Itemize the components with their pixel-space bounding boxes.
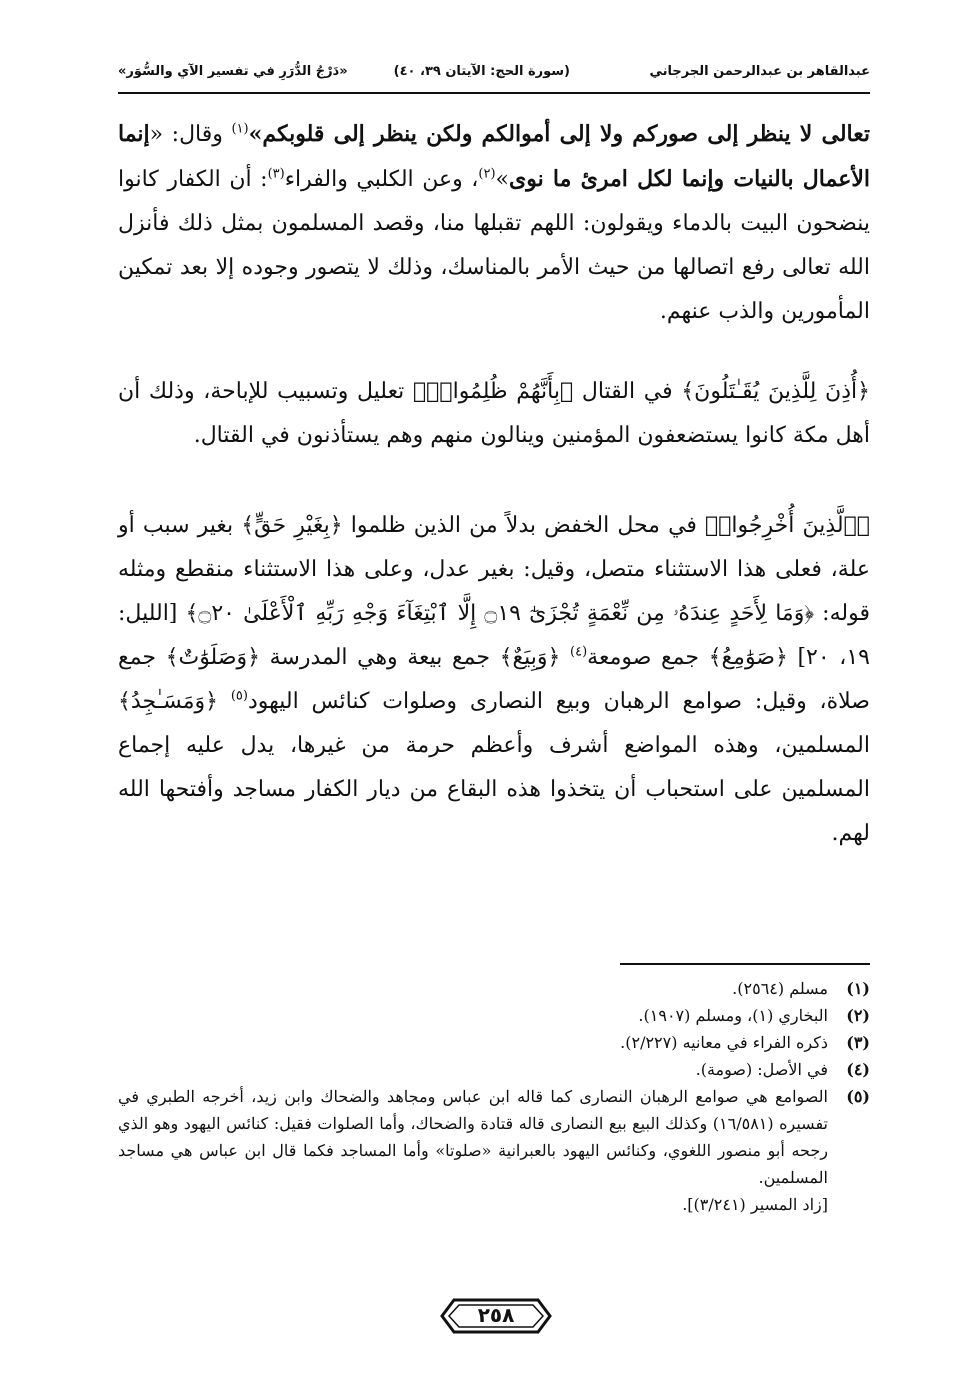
header-author: عبدالقاهر بن عبدالرحمن الجرجاني — [649, 64, 870, 79]
footnote-ref-2[interactable]: (٢) — [478, 166, 496, 182]
footnote-body: الصوامع هي صوامع الرهبان النصارى كما قاله ابن عباس ومجاهد والضحاك وابن زيد، أخرجه الطبري في تفسيره (١٦/٥٨١) وكذلك البيع بيع النصارى قاله قتادة والضحاك، وأما الصلوات فقيل: كنائس اليهود وهو الذي رجحه أبو منصور اللغوي، وكنائس اليهود بالعبرانية «صلوتا» وأما المساجد فكما قال ابن عباس هي مساجد المسلمين. — [118, 1087, 829, 1187]
paragraph-expelled — [118, 504, 870, 856]
footnote-text: في الأصل: (صومة). — [695, 1060, 828, 1079]
quran-quote: ﴿وَبِيَعٌ﴾ — [499, 645, 571, 670]
quran-quote: ﴿بِأَنَّهُمْ ظُلِمُوا۟ۚ﴾ — [412, 379, 574, 404]
footnote-item — [118, 1002, 870, 1029]
page-number-ornament — [440, 1296, 552, 1336]
footnote-text: ذكره الفراء في معانيه (٢/٢٢٧). — [620, 1033, 828, 1052]
hadith-quote-1: تعالى لا ينظر إلى صوركم ولا إلى أموالكم ولكن ينظر إلى قلوبكم» — [248, 121, 870, 147]
footnote-text — [118, 1083, 828, 1218]
footnote-item — [118, 1056, 870, 1083]
paragraph-text: في محل الخفض بدلاً من الذين ظلموا — [342, 513, 706, 538]
header-surah-location: (سورة الحج: الآيتان ٣٩، ٤٠) — [393, 64, 570, 79]
main-text — [118, 112, 870, 856]
paragraph-hadith — [118, 112, 870, 334]
paragraph-text: المسلمين، وهذه المواضع أشرف وأعظم حرمة من غيرها، يدل عليه إجماع المسلمين على استحباب أن يتخذوا هذه البقاع من ديار الكفار مساجد وأفتحها الله لهم. — [118, 733, 870, 846]
footnote-ref-5[interactable]: (٥) — [230, 688, 248, 704]
paragraph-permission — [118, 370, 870, 458]
footnote-item — [118, 1083, 870, 1218]
hadith-quote-2: إنما الأعمال بالنيات وإنما لكل امرئ ما نوى — [118, 121, 870, 192]
paragraph-text: جمع صلاة، وقيل: صوامع الرهبان وبيع النصارى وصلوات كنائس اليهود — [118, 645, 870, 714]
paragraph-text: وقال: « — [149, 122, 232, 147]
paragraph-text: في القتال — [573, 379, 682, 404]
quran-quote: ﴿بِغَيْرِ حَقٍّ﴾ — [241, 513, 343, 538]
quran-quote: ﴿وَصَلَوَٰتٌ﴾ — [165, 645, 261, 670]
quran-quote: ﴿وَمَسَـٰجِدُ﴾ — [118, 689, 231, 714]
footnote-ref-3[interactable]: (٣) — [267, 166, 285, 182]
footnotes — [118, 975, 870, 1218]
running-header — [118, 58, 870, 92]
header-divider — [118, 92, 870, 94]
footnote-text: مسلم (٢٥٦٤). — [732, 979, 828, 998]
footnote-number: (٥) — [846, 1087, 870, 1106]
paragraph-text: : أن الكفار كانوا ينضحون البيت بالدماء ويقولون: اللهم تقبلها منا، وقصد المسلمون بمثل ذلك فأنزل الله تعالى رفع اتصالها من حيث الأمر بالمناسك، وذلك لا يتصور وجوده إلا بعد تمكين المأمورين والذب عنهم. — [118, 167, 870, 324]
paragraph-text: ، وعن الكلبي والفراء — [284, 167, 479, 192]
paragraph-text: بغير سبب أو علة، فعلى هذا الاستثناء متصل، وقيل: بغير عدل، وعلى هذا الاستثناء منقطع ومثله قوله: — [118, 513, 870, 626]
footnote-text: البخاري (١)، ومسلم (١٩٠٧). — [638, 1006, 828, 1025]
paragraph-text: تعليل وتسبيب للإباحة، وذلك أن أهل مكة كانوا يستضعفون المؤمنين وينالون منهم وهم يستأذنون في القتال. — [118, 379, 870, 448]
footnote-item — [118, 1029, 870, 1056]
footnote-number: (٤) — [846, 1060, 870, 1079]
page-number: ٢٥٨ — [477, 1303, 515, 1327]
footnote-divider — [620, 963, 870, 965]
footnote-ref-4[interactable]: (٤) — [570, 644, 588, 660]
quran-quote: ﴿صَوَٰمِعُ﴾ — [708, 645, 788, 670]
verse-reference: [الليل: ١٩، ٢٠] — [118, 601, 870, 670]
footnote-source: [زاد المسير (٣/٢٤١)]. — [682, 1195, 828, 1214]
quran-quote: ﴿وَمَا لِأَحَدٍ عِندَهُۥ مِن نِّعْمَةٍ تُجْزَىٰٓ ۝١٩ إِلَّا ٱبْتِغَآءَ وَجْهِ رَبِّهِ ٱلْأَعْلَىٰ ۝٢٠﴾ — [185, 601, 815, 626]
paragraph-text: جمع بيعة وهي المدرسة — [260, 645, 500, 670]
footnote-ref-1[interactable]: (١) — [231, 121, 249, 137]
footnote-number: (١) — [846, 979, 870, 998]
footnote-item — [118, 975, 870, 1002]
quran-quote: ﴿ٱلَّذِينَ أُخْرِجُوا۟﴾ — [705, 513, 870, 538]
footnote-number: (٣) — [846, 1033, 870, 1052]
quran-quote: ﴿أُذِنَ لِلَّذِينَ يُقَـٰتَلُونَ﴾ — [681, 379, 870, 404]
header-book-title: «دَرْجُ الدُّرَرِ في تفسير الآي والسُّوَر» — [118, 64, 348, 79]
paragraph-text: جمع صومعة — [587, 645, 709, 670]
paragraph-text: » — [495, 167, 509, 192]
footnote-number: (٢) — [846, 1006, 870, 1025]
